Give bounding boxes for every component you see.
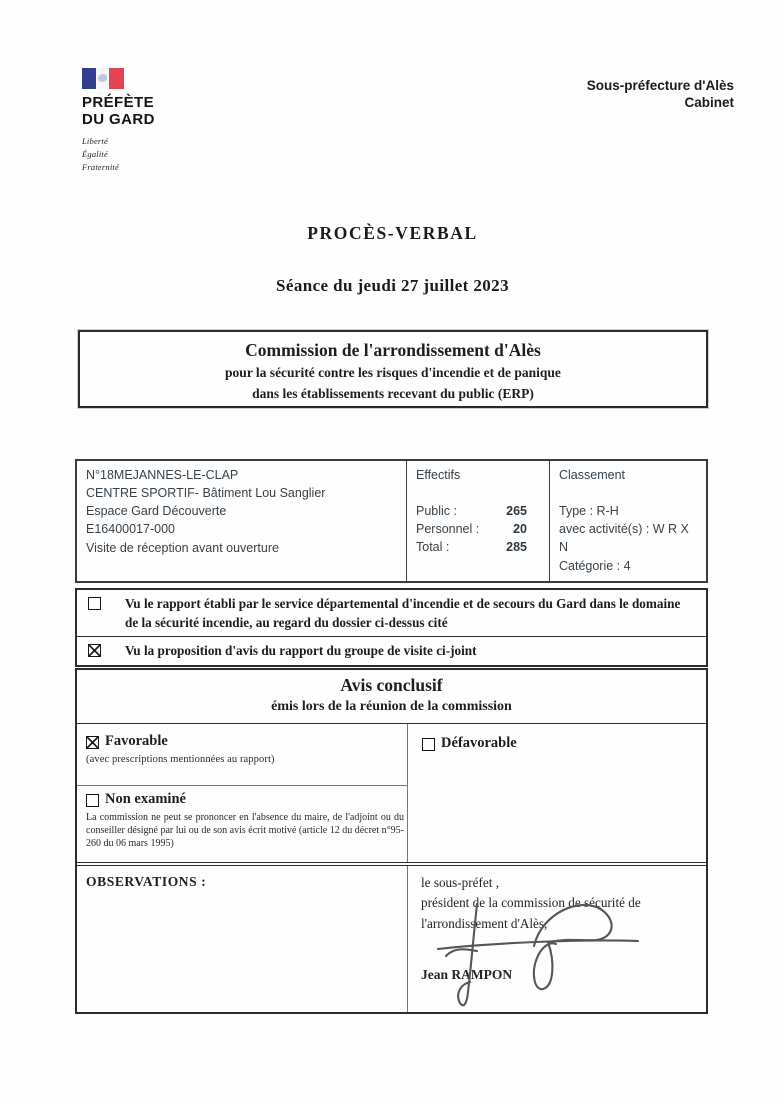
effectifs-spacer: [416, 484, 541, 502]
flag-blue-band: [82, 68, 96, 89]
establishment-number-city: N°18MEJANNES-LE-CLAP: [86, 468, 239, 482]
checkbox-unchecked-icon: [88, 597, 101, 610]
effectifs-personnel-label: Personnel :: [416, 522, 480, 537]
commission-name: Commission de l'arrondissement d'Alès: [245, 340, 541, 360]
issuing-office: [587, 78, 734, 112]
issuing-office-line1: Sous-préfecture d'Alès: [586, 78, 734, 93]
non-examine-label: Non examiné: [105, 790, 186, 807]
vu-row-rapport: [77, 590, 706, 636]
vu-statements-table: [75, 588, 708, 667]
favorable-option: [86, 734, 397, 750]
classement-type: Type : R-H: [559, 504, 619, 519]
non-examine-checkbox-unchecked-icon: [86, 794, 99, 807]
signatory-function-line2: président de la commission de sécurité de: [421, 895, 641, 911]
establishment-info-table: [75, 459, 708, 583]
issuing-office-line2: Cabinet: [684, 94, 734, 110]
favorable-cell: [77, 724, 407, 786]
avis-subtitle: émis lors de la réunion de la commission: [271, 699, 512, 714]
effectifs-row-personnel: [416, 520, 541, 538]
commission-purpose-line1: pour la sécurité contre les risques d'incendie et de panique: [225, 365, 561, 381]
avis-title: Avis conclusif: [340, 675, 443, 695]
flag-red-band: [109, 68, 124, 89]
flag-white-band: [96, 68, 109, 89]
establishment-identity-cell: [77, 461, 406, 581]
avis-conclusif-table: [75, 668, 708, 1014]
classement-categorie: Catégorie : 4: [559, 558, 631, 573]
prefecture-name: [82, 94, 155, 129]
effectifs-total-label: Total :: [416, 540, 450, 555]
avis-options-grid: [77, 724, 706, 862]
vu-rapport-text: Vu le rapport établi par le service départemental d'incendie et de secours du Gard dans le domaine de la sécurité incendie, au regard du dossier ci-dessus cité: [125, 596, 681, 630]
motto-liberte: Liberté: [82, 135, 108, 146]
defavorable-option: [422, 736, 706, 752]
effectifs-total-value: 285: [506, 540, 527, 555]
session-date: Séance du jeudi 27 juillet 2023: [276, 276, 509, 295]
vu-row-proposition: [77, 636, 706, 665]
favorable-note: (avec prescriptions mentionnées au rapport): [86, 753, 275, 765]
establishment-site: Espace Gard Découverte: [86, 504, 227, 519]
non-examine-option: [86, 792, 399, 808]
prefecture-logo: [82, 68, 155, 174]
effectifs-personnel-value: 20: [513, 522, 527, 537]
checkbox-checked-icon: [88, 644, 101, 657]
classement-title: Classement: [559, 468, 625, 482]
prefecture-name-line1: PRÉFÈTE: [82, 94, 154, 111]
defavorable-cell: [407, 724, 706, 862]
french-flag-icon: [82, 68, 124, 89]
establishment-id: E16400017-000: [86, 522, 175, 537]
favorable-label: Favorable: [105, 732, 168, 749]
signatory-function-line1: le sous-préfet ,: [421, 874, 499, 890]
favorable-checkbox-checked-icon: [86, 736, 99, 749]
observations-row: [77, 862, 706, 1012]
classement-cell: [549, 461, 706, 581]
effectifs-public-value: 265: [506, 504, 527, 519]
establishment-name: CENTRE SPORTIF- Bâtiment Lou Sanglier: [86, 486, 326, 501]
signatory-function-line3: l'arrondissement d'Alès,: [421, 915, 548, 931]
observations-cell: [77, 866, 407, 1012]
commission-purpose-line2: dans les établissements recevant du public (ERP): [252, 385, 534, 401]
avis-header: [77, 670, 706, 724]
document-title: PROCÈS-VERBAL: [307, 223, 478, 243]
commission-title-box: [78, 330, 708, 408]
effectifs-row-public: [416, 502, 541, 520]
signatory-name: Jean RAMPON: [421, 967, 513, 983]
non-examine-note: La commission ne peut se prononcer en l'absence du maire, de l'adjoint ou du conseiller désigné par lui ou de son avis écrit motivé (article 12 du décret n°95-260 du 06 mars 1995): [86, 811, 404, 850]
effectifs-cell: [406, 461, 549, 581]
republic-motto: [82, 135, 155, 175]
classement-activites: avec activité(s) : W R X N: [559, 522, 689, 555]
visit-type: Visite de réception avant ouverture: [86, 540, 279, 555]
effectifs-row-total: [416, 538, 541, 556]
prefecture-name-line2: DU GARD: [82, 111, 155, 129]
effectifs-title: Effectifs: [416, 468, 461, 482]
classement-spacer: [559, 484, 698, 502]
observations-label: OBSERVATIONS :: [86, 873, 207, 889]
non-examine-cell: [77, 786, 407, 862]
vu-proposition-text: Vu la proposition d'avis du rapport du groupe de visite ci-joint: [125, 643, 477, 659]
signature-cell: [407, 866, 706, 1012]
effectifs-public-label: Public :: [416, 504, 457, 519]
motto-fraternite: Fraternité: [82, 161, 119, 172]
defavorable-checkbox-unchecked-icon: [422, 738, 435, 751]
defavorable-label: Défavorable: [441, 734, 517, 751]
motto-egalite: Égalité: [82, 148, 108, 159]
